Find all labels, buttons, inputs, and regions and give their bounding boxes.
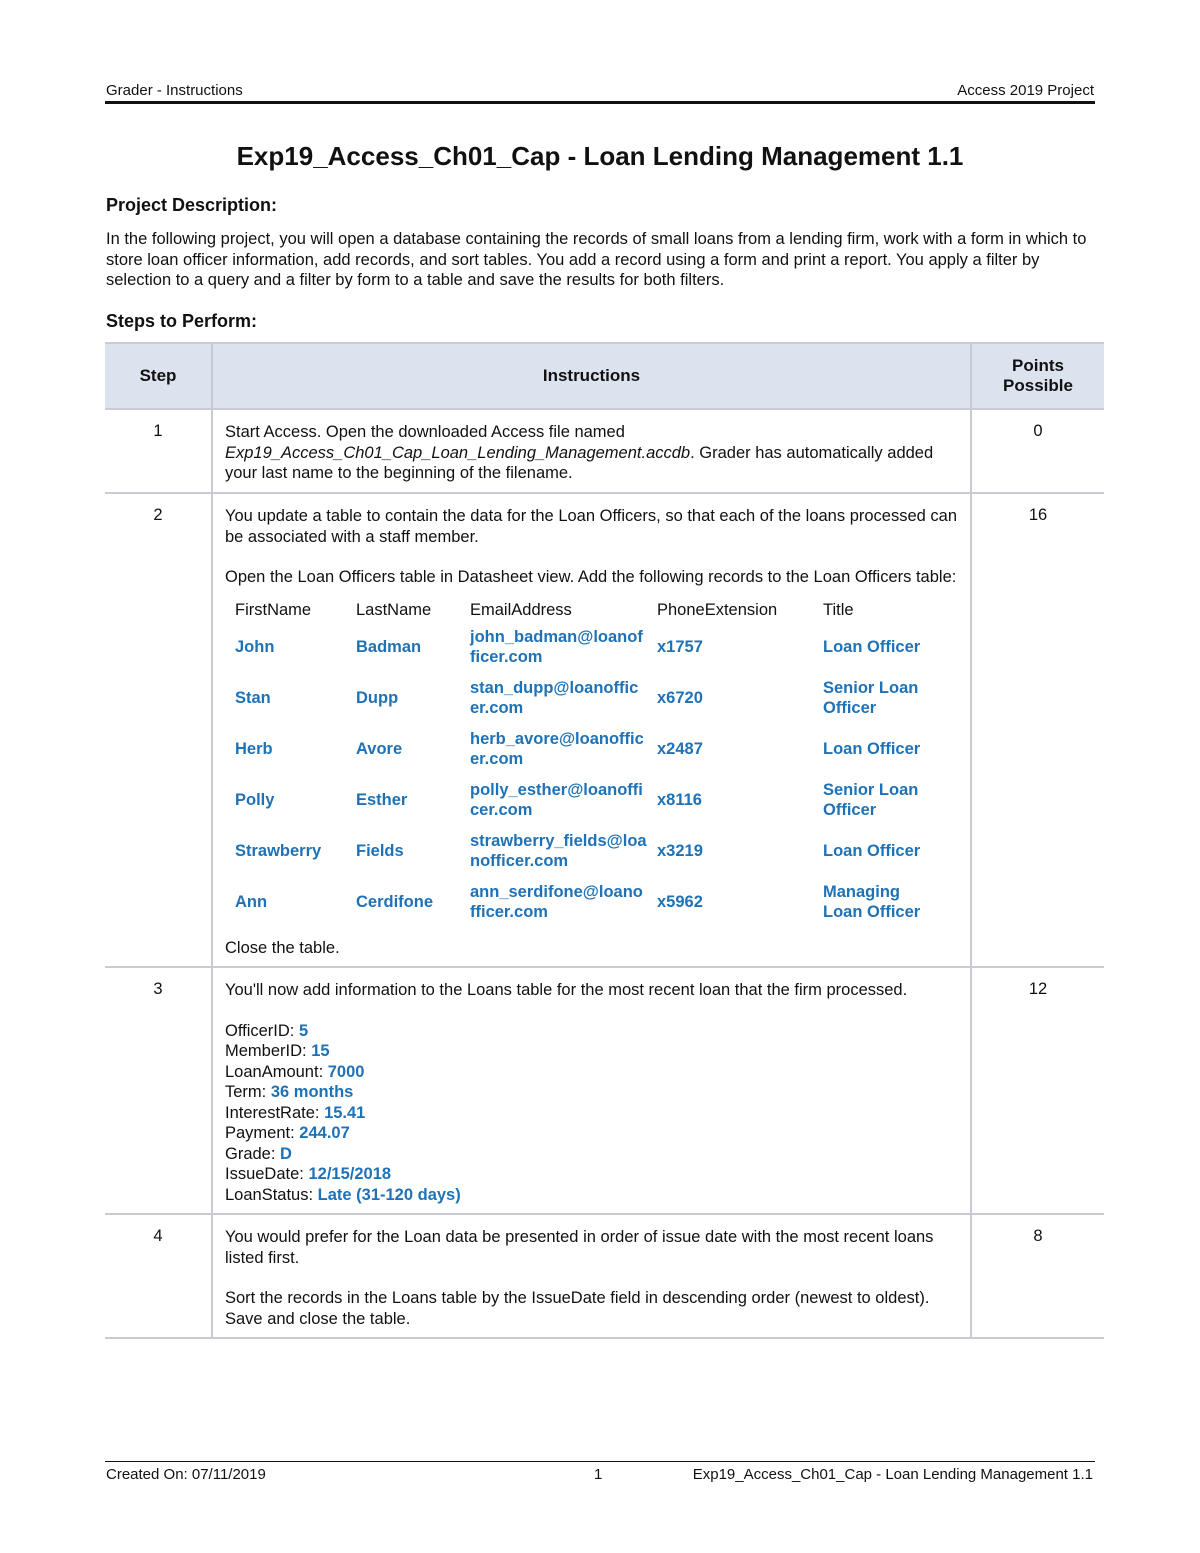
loan-field-line — [225, 1041, 960, 1062]
header-rule — [105, 101, 1095, 104]
loan-field-line — [225, 1103, 960, 1124]
step2-text-c: Close the table. — [225, 938, 340, 957]
step3-text-a: You'll now add information to the Loans table for the most recent loan that the firm processed. — [225, 981, 908, 999]
step-instructions — [212, 1214, 971, 1338]
officer-record-row — [225, 622, 933, 673]
loan-field-value: 15 — [311, 1042, 330, 1060]
officer-email: john_badman@loanofficer.com — [470, 628, 643, 666]
loan-field-line — [225, 1123, 960, 1144]
officer-lastname: Dupp — [356, 689, 399, 707]
step-instructions — [212, 967, 971, 1214]
step-instructions — [212, 409, 971, 493]
officer-title: Managing Loan Officer — [823, 883, 921, 921]
officer-lastname: Cerdifone — [356, 893, 434, 911]
officer-lastname: Avore — [356, 740, 403, 758]
officer-record-row — [225, 724, 933, 775]
officer-title: Loan Officer — [823, 842, 921, 860]
step-row-2 — [105, 493, 1104, 967]
loan-field-label: IssueDate: — [225, 1165, 309, 1183]
loan-field-line — [225, 1144, 960, 1165]
step-row-3 — [105, 967, 1104, 1214]
step-points: 0 — [971, 409, 1104, 493]
officer-title: Senior Loan Officer — [823, 679, 919, 717]
officer-email: ann_serdifone@loanofficer.com — [470, 883, 643, 921]
officer-record-row — [225, 826, 933, 877]
loan-field-line — [225, 1082, 960, 1103]
loan-field-line — [225, 1185, 960, 1206]
officer-email: polly_esther@loanofficer.com — [470, 781, 643, 819]
step-column-header: Step — [105, 343, 212, 409]
officer-record-row — [225, 877, 933, 928]
officer-title: Loan Officer — [823, 638, 921, 656]
loan-field-line — [225, 1164, 960, 1185]
loan-field-label: LoanAmount: — [225, 1062, 328, 1081]
loan-field-value: 36 months — [270, 1083, 354, 1101]
step2-text-a: You update a table to contain the data for the Loan Officers, so that each of the loans processed can be associated with a staff member. — [225, 507, 958, 546]
loan-field-label: OfficerID: — [225, 1021, 299, 1040]
step-points: 12 — [971, 967, 1104, 1214]
footer-created-on: Created On: 07/11/2019 — [106, 1466, 266, 1483]
loan-field-line — [225, 1062, 960, 1083]
step1-filename: Exp19_Access_Ch01_Cap_Loan_Lending_Management.accdb — [225, 443, 691, 462]
steps-heading: Steps to Perform: — [106, 311, 258, 331]
loan-field-value: 5 — [298, 1021, 309, 1040]
officer-email: strawberry_fields@loanofficer.com — [470, 832, 647, 870]
officer-firstname: John — [235, 638, 275, 656]
loan-officers-table — [225, 600, 933, 928]
footer-rule — [105, 1461, 1095, 1462]
step-instructions — [212, 493, 971, 967]
loan-field-line — [225, 1021, 960, 1042]
officer-title: Loan Officer — [823, 740, 921, 758]
officer-lastname: Fields — [356, 842, 404, 860]
steps-table — [105, 342, 1104, 1339]
officers-header-row — [225, 600, 933, 622]
loan-field-value: 244.07 — [299, 1124, 350, 1142]
loan-field-value: D — [280, 1144, 292, 1163]
officer-firstname: Herb — [235, 740, 273, 758]
officer-phone: x5962 — [657, 893, 703, 911]
project-description: In the following project, you will open a database containing the records of small loans from a lending firm, work with a form in which to store loan officer information, add records, and sort tables. You add a record using a form and print a report. You apply a filter by selection to a query and a filter by form to a table and save the results for both filters. — [106, 230, 1087, 289]
step2-text-b: Open the Loan Officers table in Datasheet view. Add the following records to the Loan Officers table: — [225, 568, 957, 586]
points-column-header — [971, 343, 1104, 409]
officer-firstname: Strawberry — [235, 842, 322, 860]
loan-field-value: 15.41 — [324, 1103, 366, 1122]
loan-field-label: LoanStatus: — [225, 1185, 318, 1204]
step1-text-b: . Grader has automatically added your last name to the beginning of the filename. — [225, 443, 934, 482]
header-left: Grader - Instructions — [106, 82, 243, 99]
instructions-column-header: Instructions — [212, 343, 971, 409]
footer-document-name: Exp19_Access_Ch01_Cap - Loan Lending Management 1.1 — [692, 1466, 1093, 1483]
loan-field-value: Late (31-120 days) — [317, 1185, 461, 1204]
loan-field-label: Term: — [225, 1083, 271, 1101]
step-number: 2 — [105, 493, 212, 967]
officer-firstname: Ann — [235, 893, 268, 911]
officers-col-email: EmailAddress — [470, 600, 572, 619]
steps-table-header — [105, 343, 1104, 409]
officer-record-row — [225, 775, 933, 826]
step-points: 16 — [971, 493, 1104, 967]
step-number: 4 — [105, 1214, 212, 1338]
points-header-label: Points Possible — [1003, 356, 1073, 395]
loan-field-value: 12/15/2018 — [308, 1165, 392, 1183]
officer-phone: x3219 — [657, 842, 703, 860]
step-number: 1 — [105, 409, 212, 493]
officers-col-firstname: FirstName — [235, 600, 312, 619]
officer-lastname: Badman — [356, 638, 422, 656]
step4-text-a: You would prefer for the Loan data be presented in order of issue date with the most recent loans listed first. — [225, 1228, 934, 1267]
officers-col-title: Title — [823, 600, 854, 619]
officer-email: stan_dupp@loanofficer.com — [470, 679, 639, 717]
officer-phone: x2487 — [657, 740, 703, 758]
footer-page-number: 1 — [594, 1466, 603, 1483]
officer-title: Senior Loan Officer — [823, 781, 919, 819]
officer-phone: x8116 — [657, 791, 702, 809]
step-number: 3 — [105, 967, 212, 1214]
officer-phone: x1757 — [657, 638, 703, 656]
loan-field-label: Grade: — [225, 1144, 281, 1163]
step-row-1 — [105, 409, 1104, 493]
description-heading: Project Description: — [106, 195, 278, 215]
step-row-4 — [105, 1214, 1104, 1338]
step4-text-b: Sort the records in the Loans table by the IssueDate field in descending order (newest to oldest). Save and close the table. — [225, 1289, 930, 1328]
header-right: Access 2019 Project — [957, 82, 1094, 99]
officer-firstname: Stan — [235, 689, 271, 707]
officer-phone: x6720 — [657, 689, 703, 707]
officers-col-lastname: LastName — [356, 600, 432, 619]
loan-field-label: InterestRate: — [225, 1103, 325, 1122]
officer-firstname: Polly — [235, 791, 275, 809]
officer-record-row — [225, 673, 933, 724]
loan-field-label: MemberID: — [225, 1042, 312, 1060]
officers-col-phone: PhoneExtension — [657, 600, 778, 619]
officer-email: herb_avore@loanofficer.com — [470, 730, 644, 768]
page-header — [106, 82, 1094, 99]
officer-lastname: Esther — [356, 791, 408, 809]
step1-text-a: Start Access. Open the downloaded Access file named — [225, 423, 625, 441]
document-title: Exp19_Access_Ch01_Cap - Loan Lending Management 1.1 — [236, 141, 964, 171]
loan-field-label: Payment: — [225, 1124, 300, 1142]
loan-field-value: 7000 — [327, 1062, 365, 1081]
step-points: 8 — [971, 1214, 1104, 1338]
